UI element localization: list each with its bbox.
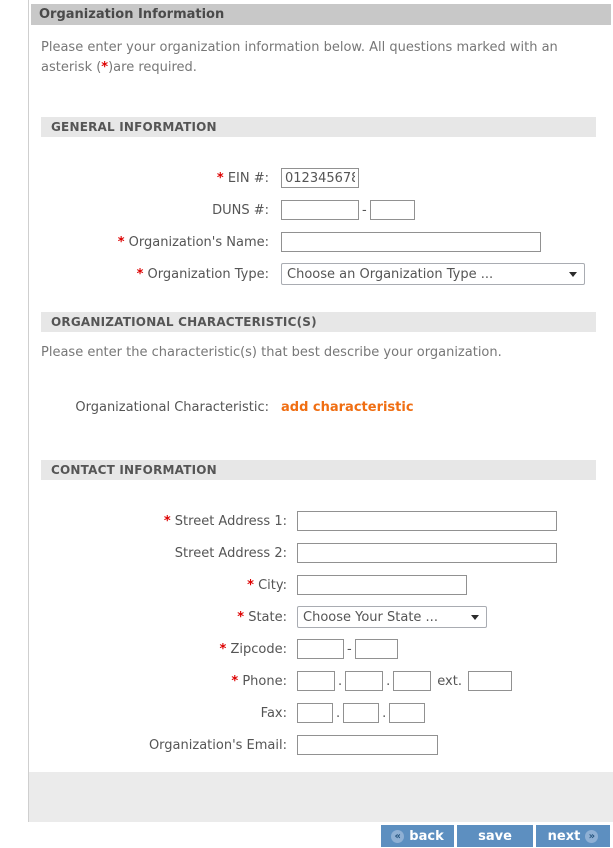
city-input[interactable] bbox=[297, 575, 467, 595]
field-row-zipcode bbox=[29, 638, 613, 660]
fax-separator: . bbox=[336, 705, 341, 721]
field-row-ein bbox=[29, 167, 613, 189]
required-asterisk: * bbox=[117, 234, 125, 250]
next-arrow-icon: » bbox=[585, 830, 598, 843]
intro-asterisk: * bbox=[101, 60, 109, 75]
characteristics-description: Please enter the characteristic(s) that best describe your organization. bbox=[41, 345, 502, 360]
organization-type-label: * Organization Type: bbox=[136, 266, 269, 282]
phone-input-prefix[interactable] bbox=[345, 671, 383, 691]
field-row-organization-email bbox=[29, 734, 613, 756]
intro-text bbox=[41, 38, 593, 78]
phone-separator: . bbox=[338, 673, 343, 689]
next-button[interactable]: next » bbox=[536, 825, 610, 847]
zipcode-input-1[interactable] bbox=[297, 639, 344, 659]
required-asterisk: * bbox=[237, 609, 245, 625]
section-header-organizational-characteristics: ORGANIZATIONAL CHARACTERISTIC(S) bbox=[41, 312, 596, 332]
required-asterisk: * bbox=[216, 170, 224, 186]
required-asterisk: * bbox=[163, 513, 171, 529]
organization-form-panel bbox=[28, 0, 613, 822]
organization-email-label: Organization's Email: bbox=[148, 737, 287, 753]
organization-type-select[interactable] bbox=[281, 263, 585, 285]
street-address-1-label: * Street Address 1: bbox=[163, 513, 287, 529]
duns-label: DUNS #: bbox=[212, 202, 269, 218]
state-select-wrap bbox=[297, 606, 487, 628]
phone-separator: . bbox=[386, 673, 391, 689]
organization-name-input[interactable] bbox=[281, 232, 541, 252]
state-label: * State: bbox=[237, 609, 287, 625]
required-asterisk: * bbox=[231, 673, 239, 689]
zipcode-input-2[interactable] bbox=[355, 639, 398, 659]
duns-input-1[interactable] bbox=[281, 200, 359, 220]
page-title: Organization Information bbox=[31, 4, 611, 25]
phone-label: * Phone: bbox=[231, 673, 287, 689]
phone-ext-input[interactable] bbox=[468, 671, 512, 691]
required-asterisk: * bbox=[247, 577, 254, 593]
street-address-2-label: Street Address 2: bbox=[174, 545, 287, 561]
organization-name-label: * Organization's Name: bbox=[117, 234, 269, 250]
phone-input-area[interactable] bbox=[297, 671, 335, 691]
zipcode-label: * Zipcode: bbox=[219, 641, 287, 657]
street-address-1-input[interactable] bbox=[297, 511, 557, 531]
field-row-street-address-2 bbox=[29, 542, 613, 564]
footer-band bbox=[29, 772, 613, 822]
field-row-fax bbox=[29, 702, 613, 724]
phone-input-line[interactable] bbox=[393, 671, 431, 691]
field-row-organizational-characteristic bbox=[29, 396, 613, 418]
duns-input-2[interactable] bbox=[370, 200, 415, 220]
add-characteristic-link[interactable]: add characteristic bbox=[281, 399, 414, 415]
navigation-button-bar bbox=[381, 825, 610, 847]
street-address-2-input[interactable] bbox=[297, 543, 557, 563]
intro-text-part1: Please enter your organization information below. All questions marked with an asterisk ( bbox=[41, 40, 558, 75]
city-label: * City: bbox=[247, 577, 287, 593]
field-row-street-address-1 bbox=[29, 510, 613, 532]
duns-separator: - bbox=[362, 202, 367, 218]
fax-separator: . bbox=[382, 705, 387, 721]
field-row-phone bbox=[29, 670, 613, 692]
fax-input-prefix[interactable] bbox=[343, 703, 379, 723]
intro-text-part2: )are required. bbox=[108, 60, 197, 75]
organization-type-select-wrap bbox=[281, 263, 585, 285]
phone-ext-label: ext. bbox=[437, 673, 462, 689]
section-header-contact-information: CONTACT INFORMATION bbox=[41, 460, 596, 480]
zipcode-separator: - bbox=[347, 641, 352, 657]
required-asterisk: * bbox=[219, 641, 227, 657]
field-row-city bbox=[29, 574, 613, 596]
state-select[interactable] bbox=[297, 606, 487, 628]
required-asterisk: * bbox=[136, 266, 144, 282]
field-row-state bbox=[29, 606, 613, 628]
section-header-general-information: GENERAL INFORMATION bbox=[41, 117, 596, 137]
fax-label: Fax: bbox=[260, 705, 287, 721]
fax-input-line[interactable] bbox=[389, 703, 425, 723]
save-button[interactable]: save bbox=[457, 825, 533, 847]
field-row-organization-type bbox=[29, 263, 613, 285]
organizational-characteristic-label: Organizational Characteristic: bbox=[75, 399, 269, 415]
organization-email-input[interactable] bbox=[297, 735, 438, 755]
back-arrow-icon: « bbox=[391, 830, 404, 843]
ein-input[interactable] bbox=[281, 168, 359, 188]
field-row-organization-name bbox=[29, 231, 613, 253]
field-row-duns bbox=[29, 199, 613, 221]
ein-label: * EIN #: bbox=[216, 170, 269, 186]
back-button[interactable]: « back bbox=[381, 825, 454, 847]
fax-input-area[interactable] bbox=[297, 703, 333, 723]
